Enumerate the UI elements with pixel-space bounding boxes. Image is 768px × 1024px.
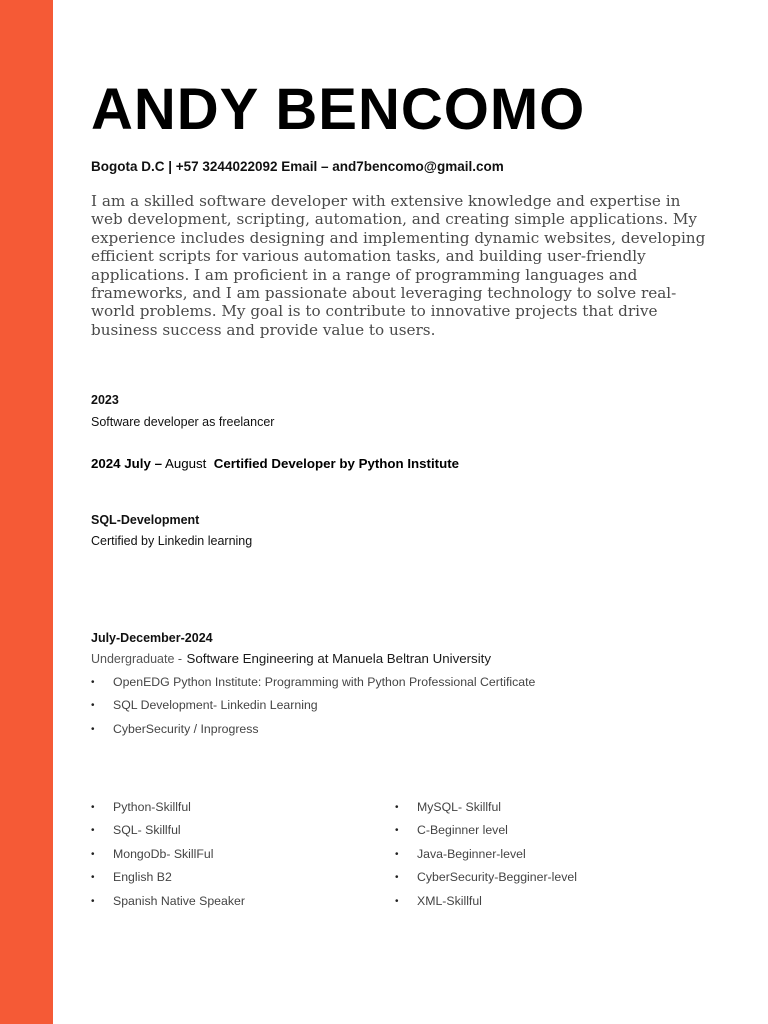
list-item: • English B2 (91, 866, 245, 889)
bullet-icon: • (395, 802, 399, 813)
bullet-icon: • (91, 872, 95, 884)
accent-side-bar (0, 0, 53, 1024)
bullet-icon: • (91, 700, 95, 712)
education-program: Software Engineering at Manuela Beltran University (186, 651, 491, 666)
bullet-icon: • (91, 848, 95, 860)
education-level: Undergraduate - (91, 652, 183, 666)
sql-cert-title: SQL-Development (91, 513, 200, 527)
list-item: • Python-Skillful (91, 796, 245, 819)
education-period: July-December-2024 (91, 631, 213, 645)
certification-month: August (164, 456, 207, 471)
skills-list-right (395, 796, 577, 913)
contact-info: Bogota D.C | +57 3244022092 Email – and7bencomo@gmail.com (91, 159, 504, 174)
education-list (91, 671, 535, 741)
certification-title: Certified Developer by Python Institute (213, 456, 460, 471)
education-line (91, 650, 491, 668)
bullet-icon: • (395, 848, 399, 860)
list-item: • CyberSecurity-Begginer-level (395, 866, 577, 889)
list-item: • Java-Beginner-level (395, 843, 577, 866)
certification-line (91, 455, 459, 473)
bullet-icon: • (91, 802, 95, 813)
list-item: • SQL- Skillful (91, 819, 245, 842)
profile-summary: I am a skilled software developer with extensive knowledge and expertise in web development, scripting, automation, and creating simple applications. My experience includes designing and implementing dynamic websites, developing efficient scripts for various automation tasks, and building user-friendly applications. I am proficient in a range of programming languages and frameworks, and I am passionate about leveraging technology to solve real-world problems. My goal is to contribute to innovative projects that drive business success and provide value to users. (91, 192, 706, 339)
certification-date: 2024 July – (91, 456, 162, 471)
bullet-icon: • (395, 872, 399, 884)
sql-cert-issuer: Certified by Linkedin learning (91, 534, 253, 548)
bullet-icon: • (395, 895, 399, 907)
experience-year: 2023 (91, 393, 119, 407)
candidate-name: ANDY BENCOMO (91, 77, 586, 142)
bullet-icon: • (91, 895, 95, 907)
bullet-icon: • (91, 677, 95, 688)
list-item: • SQL Development- Linkedin Learning (91, 694, 535, 717)
list-item: • CyberSecurity / Inprogress (91, 718, 535, 741)
list-item: • MySQL- Skillful (395, 796, 577, 819)
list-item: • Spanish Native Speaker (91, 890, 245, 913)
list-item: • MongoDb- SkillFul (91, 843, 245, 866)
list-item: • C-Beginner level (395, 819, 577, 842)
bullet-icon: • (91, 825, 95, 837)
experience-role: Software developer as freelancer (91, 415, 275, 429)
list-item: • XML-Skillful (395, 890, 577, 913)
skills-list-left (91, 796, 245, 913)
bullet-icon: • (91, 723, 95, 735)
list-item: • OpenEDG Python Institute: Programming with Python Professional Certificate (91, 671, 535, 694)
bullet-icon: • (395, 825, 399, 837)
